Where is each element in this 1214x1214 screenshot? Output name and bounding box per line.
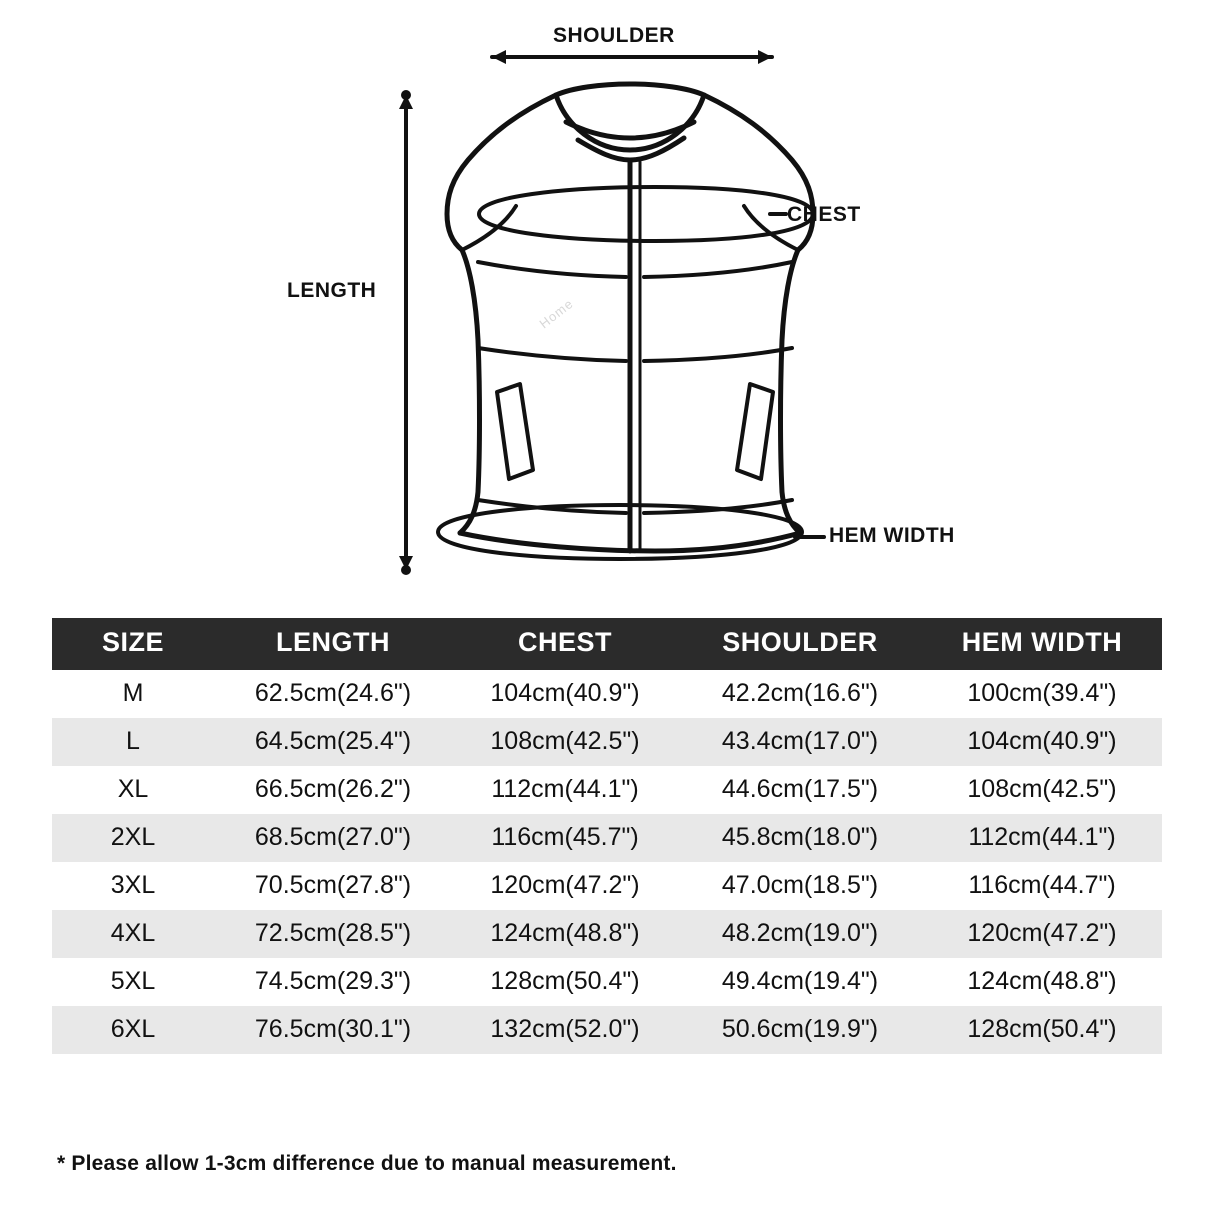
cell-hem-width: 120cm(47.2") — [922, 910, 1162, 958]
table-row — [52, 1006, 1162, 1054]
table-row — [52, 718, 1162, 766]
column-header-hem-width: HEM WIDTH — [922, 618, 1162, 670]
length-dimension-arrow — [399, 95, 413, 570]
cell-length: 62.5cm(24.6") — [214, 670, 452, 718]
table-row — [52, 766, 1162, 814]
cell-size: 3XL — [52, 862, 214, 910]
cell-length: 76.5cm(30.1") — [214, 1006, 452, 1054]
cell-size: 6XL — [52, 1006, 214, 1054]
cell-size: 2XL — [52, 814, 214, 862]
label-shoulder: SHOULDER — [553, 24, 675, 47]
cell-hem-width: 128cm(50.4") — [922, 1006, 1162, 1054]
cell-hem-width: 124cm(48.8") — [922, 958, 1162, 1006]
cell-hem-width: 112cm(44.1") — [922, 814, 1162, 862]
size-table-container — [52, 618, 1162, 1054]
cell-shoulder: 43.4cm(17.0") — [678, 718, 922, 766]
cell-size: 4XL — [52, 910, 214, 958]
cell-chest: 120cm(47.2") — [452, 862, 678, 910]
cell-shoulder: 47.0cm(18.5") — [678, 862, 922, 910]
label-chest: CHEST — [787, 203, 861, 226]
measurement-footnote: * Please allow 1-3cm difference due to manual measurement. — [57, 1152, 677, 1175]
cell-size: 5XL — [52, 958, 214, 1006]
table-row — [52, 910, 1162, 958]
cell-shoulder: 48.2cm(19.0") — [678, 910, 922, 958]
label-length: LENGTH — [287, 279, 377, 302]
cell-chest: 104cm(40.9") — [452, 670, 678, 718]
cell-shoulder: 50.6cm(19.9") — [678, 1006, 922, 1054]
cell-size: L — [52, 718, 214, 766]
cell-length: 70.5cm(27.8") — [214, 862, 452, 910]
watermark-text: Home — [536, 295, 577, 332]
cell-hem-width: 104cm(40.9") — [922, 718, 1162, 766]
cell-length: 74.5cm(29.3") — [214, 958, 452, 1006]
column-header-size: SIZE — [52, 618, 214, 670]
table-row — [52, 958, 1162, 1006]
cell-chest: 116cm(45.7") — [452, 814, 678, 862]
size-table — [52, 618, 1162, 1054]
chest-measure-ellipse — [479, 187, 813, 241]
column-header-chest: CHEST — [452, 618, 678, 670]
table-row — [52, 670, 1162, 718]
label-hem-width: HEM WIDTH — [829, 524, 955, 547]
cell-shoulder: 42.2cm(16.6") — [678, 670, 922, 718]
cell-chest: 108cm(42.5") — [452, 718, 678, 766]
cell-shoulder: 44.6cm(17.5") — [678, 766, 922, 814]
cell-chest: 128cm(50.4") — [452, 958, 678, 1006]
cell-chest: 112cm(44.1") — [452, 766, 678, 814]
cell-hem-width: 116cm(44.7") — [922, 862, 1162, 910]
cell-shoulder: 49.4cm(19.4") — [678, 958, 922, 1006]
cell-length: 72.5cm(28.5") — [214, 910, 452, 958]
cell-chest: 132cm(52.0") — [452, 1006, 678, 1054]
cell-chest: 124cm(48.8") — [452, 910, 678, 958]
cell-length: 68.5cm(27.0") — [214, 814, 452, 862]
cell-size: M — [52, 670, 214, 718]
cell-hem-width: 100cm(39.4") — [922, 670, 1162, 718]
cell-size: XL — [52, 766, 214, 814]
cell-shoulder: 45.8cm(18.0") — [678, 814, 922, 862]
cell-length: 64.5cm(25.4") — [214, 718, 452, 766]
table-row — [52, 862, 1162, 910]
cell-hem-width: 108cm(42.5") — [922, 766, 1162, 814]
column-header-shoulder: SHOULDER — [678, 618, 922, 670]
shoulder-dimension-arrow — [492, 50, 772, 64]
cell-length: 66.5cm(26.2") — [214, 766, 452, 814]
column-header-length: LENGTH — [214, 618, 452, 670]
table-row — [52, 814, 1162, 862]
table-header-row — [52, 618, 1162, 670]
